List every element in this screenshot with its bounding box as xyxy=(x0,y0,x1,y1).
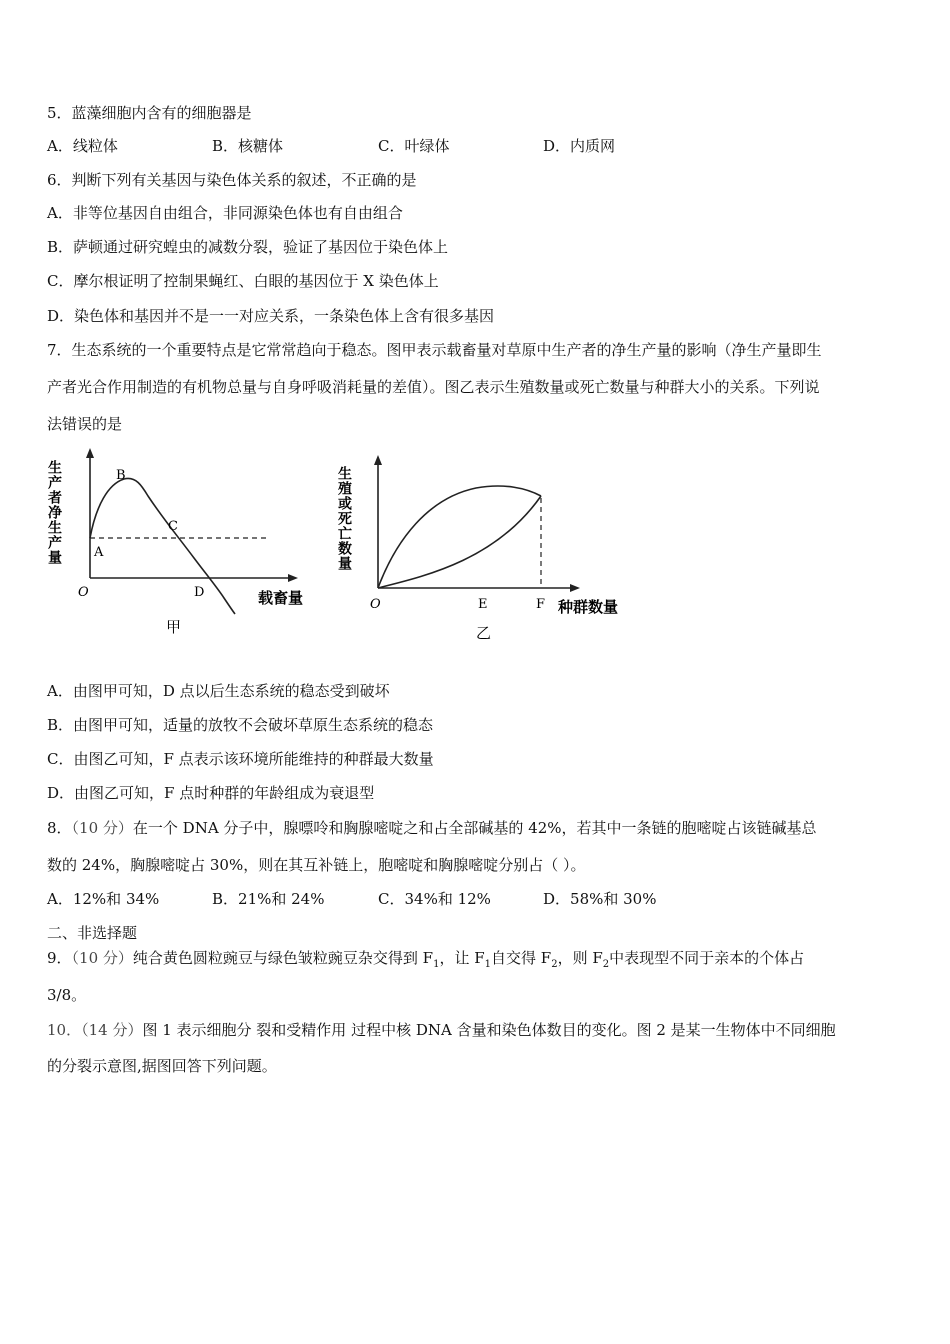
q6-option-d: D．染色体和基因并不是一一对应关系，一条染色体上含有很多基因 xyxy=(47,307,495,325)
q5-option-d: D．内质网 xyxy=(543,137,616,155)
q7-stem-line3: 法错误的是 xyxy=(47,415,123,433)
q7-option-a: A．由图甲可知，D 点以后生态系统的稳态受到破坏 xyxy=(47,682,390,700)
q6-option-c: C．摩尔根证明了控制果蝇红、白眼的基因位于 X 染色体上 xyxy=(47,272,439,290)
q10-score: （14 分） xyxy=(81,1021,143,1039)
yi-title: 乙 xyxy=(476,624,492,642)
jia-point-b: B xyxy=(116,468,126,483)
q9-score: （10 分） xyxy=(71,949,133,967)
yi-tick-e: E xyxy=(478,597,488,612)
q8-option-b: B．21%和 24% xyxy=(212,890,325,908)
yi-y-label: 生殖或死亡数量 xyxy=(336,466,352,571)
jia-point-a: A xyxy=(94,545,104,560)
q9-sub-4: 2 xyxy=(602,959,610,970)
q7-option-c: C．由图乙可知，F 点表示该环境所能维持的种群最大数量 xyxy=(47,750,434,768)
q9-stem-line1 xyxy=(47,948,804,975)
jia-point-c: C xyxy=(168,519,178,534)
q6-option-a: A．非等位基因自由组合，非同源染色体也有自由组合 xyxy=(47,204,403,222)
q9-text-4: ，则 F xyxy=(557,949,603,967)
q9-sub-3: 2 xyxy=(551,959,558,970)
yi-death-curve xyxy=(378,496,541,588)
q9-sub-2: 1 xyxy=(484,959,492,970)
q8-option-c: C．34%和 12% xyxy=(378,890,491,908)
q9-stem-line2: 3/8。 xyxy=(47,986,87,1004)
jia-x-label: 载畜量 xyxy=(258,589,304,607)
jia-curve xyxy=(90,478,235,614)
q7-stem-line1: 7．生态系统的一个重要特点是它常常趋向于稳态。图甲表示载畜量对草原中生产者的净生产量的影响（净生产量即生 xyxy=(47,341,822,359)
yi-origin: O xyxy=(370,597,381,612)
q10-text: 图 1 表示细胞分 裂和受精作用 过程中核 DNA 含量和染色体数目的变化。图 2 是某一生物体中不同细胞 xyxy=(142,1021,836,1039)
q7-stem-line2: 产者光合作用制造的有机物总量与自身呼吸消耗量的差值）。图乙表示生殖数量或死亡数量与种群大小的关系。下列说 xyxy=(47,378,820,396)
yi-y-arrow xyxy=(374,455,382,465)
q9-text-1: 纯合黄色圆粒豌豆与绿色皱粒豌豆杂交得到 F xyxy=(132,949,434,967)
jia-x-arrow xyxy=(288,574,298,582)
q7-option-b: B．由图甲可知，适量的放牧不会破坏草原生态系统的稳态 xyxy=(47,716,434,734)
q10-stem-line2: 的分裂示意图,据图回答下列问题。 xyxy=(47,1057,277,1075)
q5-option-b: B．核糖体 xyxy=(212,137,284,155)
q8-stem-line2: 数的 24%，胸腺嘧啶占 30%，则在其互补链上，胞嘧啶和胸腺嘧啶分别占（ ）。 xyxy=(47,856,586,874)
q5-option-c: C．叶绿体 xyxy=(378,137,450,155)
q9-text-5: 中表现型不同于亲本的个体占 xyxy=(609,949,805,967)
section-heading: 二、非选择题 xyxy=(47,924,138,942)
q8-stem-line1 xyxy=(47,818,817,838)
q9-text-2: ，让 F xyxy=(439,949,485,967)
q7-option-d: D．由图乙可知，F 点时种群的年龄组成为衰退型 xyxy=(47,784,375,802)
q6-stem: 6．判断下列有关基因与染色体关系的叙述，不正确的是 xyxy=(47,171,417,189)
jia-title: 甲 xyxy=(166,618,182,636)
jia-y-arrow xyxy=(86,448,94,458)
figure-jia xyxy=(44,446,334,646)
figure-yi xyxy=(336,452,636,648)
q8-stem-text: 在一个 DNA 分子中，腺嘌呤和胸腺嘧啶之和占全部碱基的 42%，若其中一条链的胞嘧啶占该链碱基总 xyxy=(132,819,817,837)
q6-option-b: B．萨顿通过研究蝗虫的减数分裂，验证了基因位于染色体上 xyxy=(47,238,449,256)
q9-text-3: 自交得 F xyxy=(491,949,552,967)
jia-origin: O xyxy=(78,585,89,600)
yi-tick-f: F xyxy=(536,597,546,612)
q8-option-a: A．12%和 34% xyxy=(47,890,160,908)
jia-y-label: 生产者净生产量 xyxy=(46,460,62,565)
q10-number: 10． xyxy=(47,1021,82,1039)
q8-number: 8． xyxy=(47,819,72,837)
yi-x-label: 种群数量 xyxy=(558,598,619,616)
q9-sub-1: 1 xyxy=(433,959,440,970)
q8-score: （10 分） xyxy=(71,819,133,837)
yi-x-arrow xyxy=(570,584,580,592)
q9-number: 9． xyxy=(47,949,72,967)
yi-birth-curve xyxy=(378,486,541,588)
q5-option-a: A．线粒体 xyxy=(47,137,118,155)
q8-option-d: D．58%和 30% xyxy=(543,890,657,908)
q10-stem-line1 xyxy=(47,1020,836,1040)
q5-stem: 5．蓝藻细胞内含有的细胞器是 xyxy=(47,104,252,122)
jia-point-d: D xyxy=(194,585,205,600)
